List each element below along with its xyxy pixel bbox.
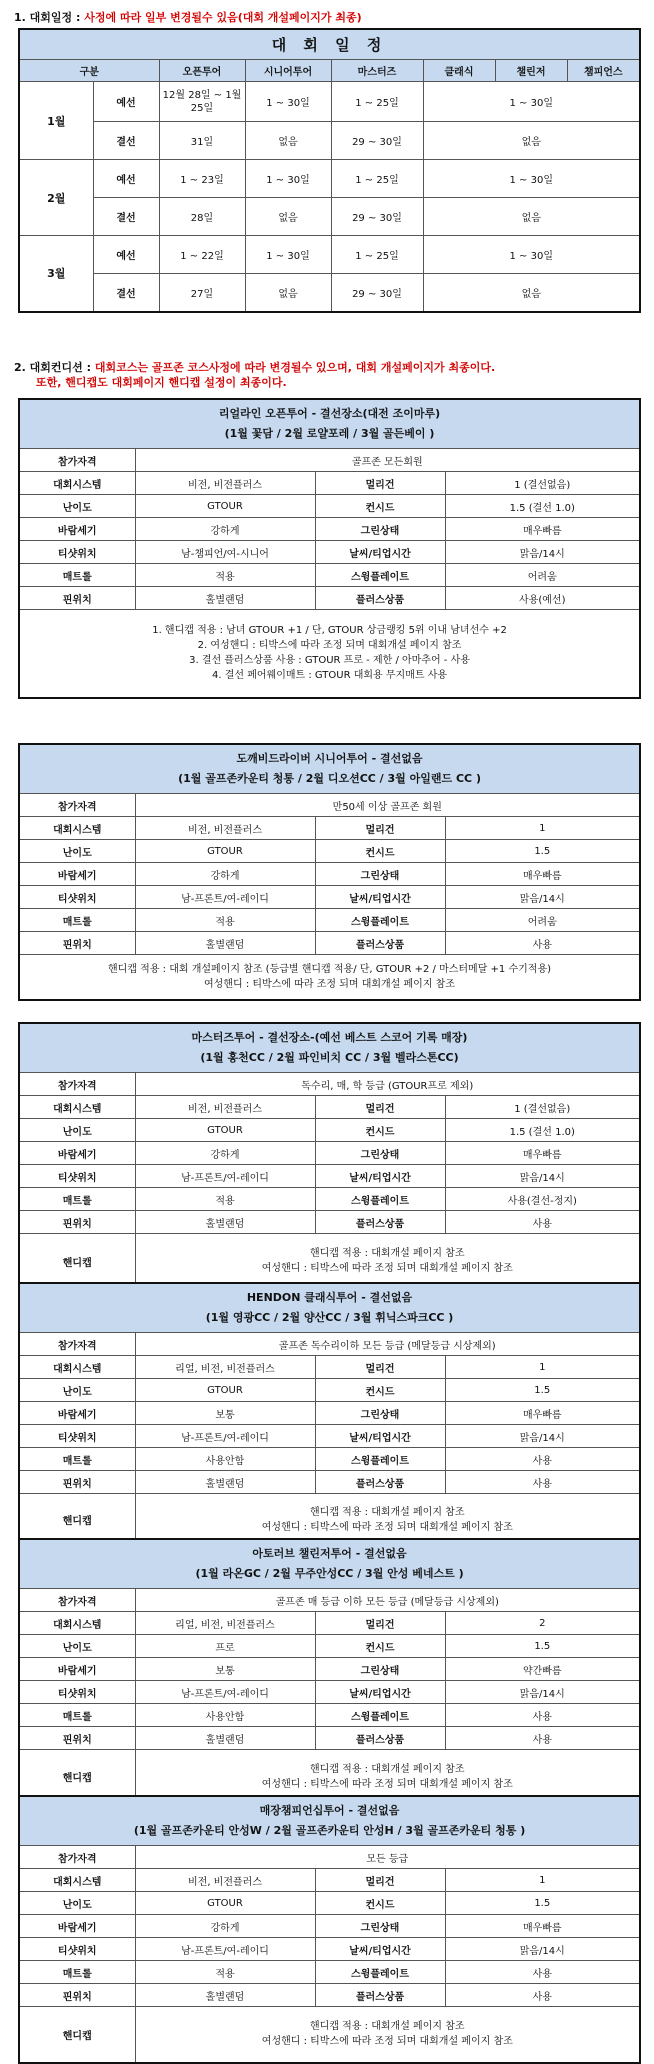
stroke-label: 스윙플레이트 — [315, 564, 445, 587]
schedule-row — [19, 198, 640, 236]
tee-label: 티샷위치 — [19, 1681, 135, 1704]
system-label: 대회시스템 — [19, 1869, 135, 1892]
difficulty-label: 난이도 — [19, 495, 135, 518]
concede-value: 1.5 — [445, 840, 640, 863]
schedule-row — [19, 122, 640, 160]
wind-value: 보통 — [135, 1658, 315, 1681]
green-value: 매우빠름 — [445, 1402, 640, 1425]
header-classic: 클래식 — [423, 60, 495, 82]
tour-title-row — [19, 1283, 640, 1333]
senior-cell: 1 ~ 30일 — [245, 236, 331, 274]
weather-value: 맑음/14시 — [445, 886, 640, 909]
difficulty-value: 프로 — [135, 1635, 315, 1658]
mulligan-value: 2 — [445, 1612, 640, 1635]
concede-label: 컨시드 — [315, 1635, 445, 1658]
condition-row — [19, 1681, 640, 1704]
pin-label: 핀위치 — [19, 1727, 135, 1750]
tour-courses: (1월 홍천CC / 2월 파인비치 CC / 3월 벨라스톤CC) — [200, 1051, 459, 1064]
weather-value: 맑음/14시 — [445, 1681, 640, 1704]
rest-cell: 1 ~ 30일 — [423, 236, 640, 274]
condition-row — [19, 1165, 640, 1188]
mulligan-label: 멀리건 — [315, 817, 445, 840]
difficulty-label: 난이도 — [19, 1119, 135, 1142]
masters-cell: 1 ~ 25일 — [331, 236, 423, 274]
notes-row — [19, 610, 640, 698]
wind-label: 바람세기 — [19, 518, 135, 541]
concede-value: 1.5 — [445, 1892, 640, 1915]
system-value: 비전, 비전플러스 — [135, 472, 315, 495]
stroke-value: 사용 — [445, 1704, 640, 1727]
stroke-value: 사용 — [445, 1961, 640, 1984]
stage-cell: 예선 — [93, 160, 159, 198]
tee-label: 티샷위치 — [19, 1425, 135, 1448]
masters-cell: 1 ~ 25일 — [331, 160, 423, 198]
system-label: 대회시스템 — [19, 1096, 135, 1119]
handicap-note: 핸디캡 적용 : 대회개설 페이지 참조 — [310, 1506, 465, 1518]
difficulty-value: GTOUR — [135, 1892, 315, 1915]
tee-value: 남-프론트/여-레이디 — [135, 1681, 315, 1704]
open-cell: 27일 — [159, 274, 245, 312]
plus-value: 사용 — [445, 1211, 640, 1234]
tour-title-row — [19, 1796, 640, 1846]
weather-label: 날씨/티업시간 — [315, 1425, 445, 1448]
mulligan-value: 1 — [445, 1356, 640, 1379]
plus-label: 플러스상품 — [315, 1471, 445, 1494]
mulligan-value: 1 — [445, 1869, 640, 1892]
open-cell: 28일 — [159, 198, 245, 236]
weather-value: 맑음/14시 — [445, 1165, 640, 1188]
metal-value: 적용 — [135, 909, 315, 932]
condition-row — [19, 1188, 640, 1211]
metal-value: 사용안함 — [135, 1448, 315, 1471]
tour-courses: (1월 라온GC / 2월 무주안성CC / 3월 안성 베네스트 ) — [195, 1567, 464, 1580]
concede-label: 컨시드 — [315, 1119, 445, 1142]
system-value: 리얼, 비전, 비전플러스 — [135, 1612, 315, 1635]
green-value: 약간빠름 — [445, 1658, 640, 1681]
pin-label: 핀위치 — [19, 932, 135, 955]
system-value: 비전, 비전플러스 — [135, 817, 315, 840]
plus-label: 플러스상품 — [315, 1984, 445, 2007]
schedule-row — [19, 82, 640, 122]
qual-value: 모든 등급 — [135, 1846, 640, 1869]
stage-cell: 결선 — [93, 274, 159, 312]
schedule-row — [19, 236, 640, 274]
green-value: 매우빠름 — [445, 1142, 640, 1165]
header-category: 구분 — [19, 60, 159, 82]
wind-value: 보통 — [135, 1402, 315, 1425]
condition-row — [19, 1448, 640, 1471]
handicap-note: 핸디캡 적용 : 대회개설 페이지 참조 — [310, 1763, 465, 1775]
tour-title: HENDON 클래식투어 - 결선없음 — [246, 1291, 413, 1304]
stroke-value: 사용 — [445, 1448, 640, 1471]
open-cell: 1 ~ 22일 — [159, 236, 245, 274]
difficulty-label: 난이도 — [19, 840, 135, 863]
pin-value: 홀별랜덤 — [135, 1984, 315, 2007]
open-cell: 12월 28일 ~ 1월 25일 — [159, 82, 245, 122]
senior-cell: 없음 — [245, 122, 331, 160]
tour-title-row — [19, 744, 640, 794]
rest-cell: 1 ~ 30일 — [423, 82, 640, 122]
mulligan-label: 멀리건 — [315, 472, 445, 495]
qual-row — [19, 1846, 640, 1869]
qual-label: 참가자격 — [19, 1333, 135, 1356]
difficulty-value: GTOUR — [135, 1379, 315, 1402]
weather-value: 맑음/14시 — [445, 1938, 640, 1961]
plus-value: 사용(예선) — [445, 587, 640, 610]
mulligan-value: 1 — [445, 817, 640, 840]
mulligan-value: 1 (결선없음) — [445, 472, 640, 495]
tee-label: 티샷위치 — [19, 541, 135, 564]
condition-row — [19, 541, 640, 564]
condition-row — [19, 909, 640, 932]
pin-value: 홀별랜덤 — [135, 1471, 315, 1494]
plus-label: 플러스상품 — [315, 1727, 445, 1750]
metal-value: 적용 — [135, 564, 315, 587]
pin-label: 핀위치 — [19, 1211, 135, 1234]
plus-value: 사용 — [445, 932, 640, 955]
stroke-label: 스윙플레이트 — [315, 1448, 445, 1471]
condition-row — [19, 932, 640, 955]
stroke-label: 스윙플레이트 — [315, 909, 445, 932]
condition-row — [19, 1471, 640, 1494]
mulligan-label: 멀리건 — [315, 1096, 445, 1119]
mulligan-label: 멀리건 — [315, 1612, 445, 1635]
senior-cell: 1 ~ 30일 — [245, 82, 331, 122]
handicap-note: 핸디캡 적용 : 대회개설 페이지 참조 — [310, 2021, 465, 2033]
tour-table — [18, 1795, 641, 2064]
rest-cell: 1 ~ 30일 — [423, 160, 640, 198]
tee-label: 티샷위치 — [19, 1938, 135, 1961]
handicap-label: 핸디캡 — [19, 2007, 135, 2063]
system-value: 비전, 비전플러스 — [135, 1096, 315, 1119]
difficulty-value: GTOUR — [135, 1119, 315, 1142]
system-label: 대회시스템 — [19, 817, 135, 840]
green-label: 그린상태 — [315, 863, 445, 886]
stage-cell: 예선 — [93, 236, 159, 274]
qual-label: 참가자격 — [19, 1846, 135, 1869]
qual-label: 참가자격 — [19, 1073, 135, 1096]
condition-row — [19, 1612, 640, 1635]
condition-row — [19, 886, 640, 909]
plus-label: 플러스상품 — [315, 1211, 445, 1234]
concede-value: 1.5 (결선 1.0) — [445, 495, 640, 518]
wind-value: 강하게 — [135, 863, 315, 886]
concede-value: 1.5 — [445, 1379, 640, 1402]
handicap-note: 여성핸디 : 티박스에 따라 조정 되며 대회개설 페이지 참조 — [261, 1521, 513, 1533]
plus-label: 플러스상품 — [315, 932, 445, 955]
pin-label: 핀위치 — [19, 1984, 135, 2007]
header-champions: 챔피언스 — [567, 60, 640, 82]
header-senior: 시니어투어 — [245, 60, 331, 82]
condition-row — [19, 863, 640, 886]
header-masters: 마스터즈 — [331, 60, 423, 82]
wind-label: 바람세기 — [19, 1142, 135, 1165]
plus-value: 사용 — [445, 1471, 640, 1494]
weather-label: 날씨/티업시간 — [315, 1681, 445, 1704]
masters-cell: 29 ~ 30일 — [331, 122, 423, 160]
difficulty-label: 난이도 — [19, 1892, 135, 1915]
condition-row — [19, 1211, 640, 1234]
green-label: 그린상태 — [315, 1402, 445, 1425]
pin-label: 핀위치 — [19, 1471, 135, 1494]
plus-value: 사용 — [445, 1727, 640, 1750]
masters-cell: 1 ~ 25일 — [331, 82, 423, 122]
metal-label: 매트롤 — [19, 1448, 135, 1471]
tee-label: 티샷위치 — [19, 886, 135, 909]
qual-label: 참가자격 — [19, 449, 135, 472]
pin-value: 홀별랜덤 — [135, 1211, 315, 1234]
condition-row — [19, 518, 640, 541]
section1-heading — [14, 10, 362, 25]
system-label: 대회시스템 — [19, 1356, 135, 1379]
qual-row — [19, 1333, 640, 1356]
rest-cell: 없음 — [423, 198, 640, 236]
stage-cell: 결선 — [93, 122, 159, 160]
metal-value: 적용 — [135, 1961, 315, 1984]
handicap-note: 여성핸디 : 티박스에 따라 조정 되며 대회개설 페이지 참조 — [261, 1263, 513, 1275]
metal-label: 매트롤 — [19, 564, 135, 587]
condition-row — [19, 1892, 640, 1915]
condition-row — [19, 1356, 640, 1379]
tee-value: 남-챔피언/여-시니어 — [135, 541, 315, 564]
condition-row — [19, 1984, 640, 2007]
green-label: 그린상태 — [315, 1142, 445, 1165]
section1-label: 1. 대회일정 : — [14, 11, 81, 24]
weather-label: 날씨/티업시간 — [315, 886, 445, 909]
metal-label: 매트롤 — [19, 909, 135, 932]
condition-row — [19, 1142, 640, 1165]
handicap-note: 여성핸디 : 티박스에 따라 조정 되며 대회개설 페이지 참조 — [204, 978, 455, 990]
wind-label: 바람세기 — [19, 1915, 135, 1938]
stroke-value: 어려움 — [445, 564, 640, 587]
header-challenger: 챌린저 — [495, 60, 567, 82]
open-cell: 1 ~ 23일 — [159, 160, 245, 198]
weather-label: 날씨/티업시간 — [315, 1165, 445, 1188]
weather-value: 맑음/14시 — [445, 541, 640, 564]
metal-value: 적용 — [135, 1188, 315, 1211]
concede-label: 컨시드 — [315, 840, 445, 863]
handicap-note: 여성핸디 : 티박스에 따라 조정 되며 대회개설 페이지 참조 — [261, 2036, 513, 2048]
tour-table — [18, 1282, 641, 1548]
condition-row — [19, 1119, 640, 1142]
green-value: 매우빠름 — [445, 863, 640, 886]
pin-value: 홀별랜덤 — [135, 932, 315, 955]
metal-label: 매트롤 — [19, 1704, 135, 1727]
weather-label: 날씨/티업시간 — [315, 541, 445, 564]
stroke-value: 사용(결선-정지) — [445, 1188, 640, 1211]
system-label: 대회시스템 — [19, 472, 135, 495]
metal-label: 매트롤 — [19, 1188, 135, 1211]
tour-title-row — [19, 1539, 640, 1589]
difficulty-label: 난이도 — [19, 1379, 135, 1402]
mulligan-label: 멀리건 — [315, 1356, 445, 1379]
wind-label: 바람세기 — [19, 863, 135, 886]
qual-row — [19, 1073, 640, 1096]
handicap-label: 핸디캡 — [19, 1494, 135, 1547]
concede-label: 컨시드 — [315, 495, 445, 518]
pin-label: 핀위치 — [19, 587, 135, 610]
handicap-note: 4. 결선 페어웨이매트 : GTOUR 대회용 무지매트 사용 — [212, 670, 448, 682]
open-cell: 31일 — [159, 122, 245, 160]
schedule-title: 대 회 일 정 — [19, 29, 640, 60]
tee-value: 남-프론트/여-레이디 — [135, 1425, 315, 1448]
qual-row — [19, 794, 640, 817]
section2-note2: 또한, 핸디캡도 대회페이지 핸디캡 설정이 최종이다. — [36, 376, 287, 389]
tee-value: 남-프론트/여-레이디 — [135, 1938, 315, 1961]
tour-title: 마스터즈투어 - 결선장소-(예선 베스트 스코어 기록 매장) — [191, 1031, 468, 1044]
section2-label: 2. 대회컨디션 : — [14, 361, 92, 374]
condition-row — [19, 587, 640, 610]
plus-value: 사용 — [445, 1984, 640, 2007]
condition-row — [19, 472, 640, 495]
condition-row — [19, 817, 640, 840]
wind-value: 강하게 — [135, 518, 315, 541]
qual-value: 골프존 매 등급 이하 모든 등급 (메달등급 시상제외) — [135, 1589, 640, 1612]
senior-cell: 1 ~ 30일 — [245, 160, 331, 198]
tour-title: 아토러브 챌린저투어 - 결선없음 — [252, 1547, 407, 1560]
qual-value: 골프존 모든회원 — [135, 449, 640, 472]
stroke-label: 스윙플레이트 — [315, 1704, 445, 1727]
condition-row — [19, 1727, 640, 1750]
tour-courses: (1월 골프존카운티 안성W / 2월 골프존카운티 안성H / 3월 골프존카운티 청통 ) — [133, 1824, 526, 1837]
wind-value: 강하게 — [135, 1915, 315, 1938]
condition-row — [19, 1961, 640, 1984]
difficulty-value: GTOUR — [135, 495, 315, 518]
wind-label: 바람세기 — [19, 1402, 135, 1425]
section1-note: 사정에 따라 일부 변경될수 있음(대회 개설페이지가 최종) — [80, 11, 362, 24]
concede-label: 컨시드 — [315, 1379, 445, 1402]
tour-title: 도깨비드라이버 시니어투어 - 결선없음 — [236, 752, 423, 765]
concede-value: 1.5 (결선 1.0) — [445, 1119, 640, 1142]
senior-cell: 없음 — [245, 198, 331, 236]
tour-title: 리얼라인 오픈투어 - 결선장소(대전 조이마루) — [218, 407, 441, 420]
notes-row — [19, 955, 640, 1000]
header-open: 오픈투어 — [159, 60, 245, 82]
schedule-table — [18, 28, 641, 313]
system-value: 비전, 비전플러스 — [135, 1869, 315, 1892]
handicap-label: 핸디캡 — [19, 1750, 135, 1805]
notes-row — [19, 2007, 640, 2063]
tour-table — [18, 1538, 641, 1806]
condition-row — [19, 1704, 640, 1727]
pin-value: 홀별랜덤 — [135, 1727, 315, 1750]
tee-label: 티샷위치 — [19, 1165, 135, 1188]
handicap-note: 1. 핸디캡 적용 : 남녀 GTOUR +1 / 단, GTOUR 상금랭킹 5위 이내 남녀선수 +2 — [152, 625, 507, 637]
condition-row — [19, 1379, 640, 1402]
system-label: 대회시스템 — [19, 1612, 135, 1635]
condition-row — [19, 564, 640, 587]
qual-row — [19, 449, 640, 472]
qual-value: 만50세 이상 골프존 회원 — [135, 794, 640, 817]
tour-courses: (1월 골프존카운티 청통 / 2월 디오션CC / 3월 아일랜드 CC ) — [178, 772, 481, 785]
difficulty-label: 난이도 — [19, 1635, 135, 1658]
green-label: 그린상태 — [315, 1658, 445, 1681]
rest-cell: 없음 — [423, 274, 640, 312]
tour-table — [18, 1022, 641, 1291]
schedule-row — [19, 274, 640, 312]
tour-table — [18, 398, 641, 699]
system-value: 리얼, 비전, 비전플러스 — [135, 1356, 315, 1379]
mulligan-label: 멀리건 — [315, 1869, 445, 1892]
weather-label: 날씨/티업시간 — [315, 1938, 445, 1961]
month-cell: 3월 — [19, 236, 93, 312]
wind-label: 바람세기 — [19, 1658, 135, 1681]
qual-label: 참가자격 — [19, 1589, 135, 1612]
concede-value: 1.5 — [445, 1635, 640, 1658]
handicap-note: 3. 결선 플러스상품 사용 : GTOUR 프로 - 제한 / 아마추어 - 사용 — [189, 655, 470, 667]
stage-cell: 결선 — [93, 198, 159, 236]
metal-label: 매트롤 — [19, 1961, 135, 1984]
tee-value: 남-프론트/여-레이디 — [135, 886, 315, 909]
section2-note1: 대회코스는 골프존 코스사정에 따라 변경될수 있으며, 대회 개설페이지가 최종이다. — [91, 361, 496, 374]
handicap-note: 핸디캡 적용 : 대회개설 페이지 참조 — [309, 1248, 465, 1260]
schedule-row — [19, 160, 640, 198]
tour-title: 매장챔피언십투어 - 결선없음 — [259, 1804, 400, 1817]
condition-row — [19, 1402, 640, 1425]
condition-row — [19, 1658, 640, 1681]
metal-value: 사용안함 — [135, 1704, 315, 1727]
tour-title-row — [19, 399, 640, 449]
qual-value: 독수리, 매, 학 등급 (GTOUR프로 제외) — [135, 1073, 640, 1096]
condition-row — [19, 495, 640, 518]
section2-heading — [14, 360, 495, 390]
schedule-header-row — [19, 60, 640, 82]
green-value: 매우빠름 — [445, 518, 640, 541]
condition-row — [19, 1096, 640, 1119]
green-label: 그린상태 — [315, 1915, 445, 1938]
condition-row — [19, 1938, 640, 1961]
handicap-note: 2. 여성핸디 : 티박스에 따라 조정 되며 대회개설 페이지 참조 — [197, 640, 462, 652]
tour-courses: (1월 꽃담 / 2월 로얄포레 / 3월 골든베이 ) — [224, 427, 435, 440]
pin-value: 홀별랜덤 — [135, 587, 315, 610]
handicap-label: 핸디캡 — [19, 1234, 135, 1290]
tour-courses: (1월 영광CC / 2월 양산CC / 3월 휘닉스파크CC ) — [205, 1311, 454, 1324]
green-value: 매우빠름 — [445, 1915, 640, 1938]
stage-cell: 예선 — [93, 82, 159, 122]
tour-table — [18, 743, 641, 1001]
masters-cell: 29 ~ 30일 — [331, 198, 423, 236]
plus-label: 플러스상품 — [315, 587, 445, 610]
condition-row — [19, 1915, 640, 1938]
condition-row — [19, 1425, 640, 1448]
tour-title-row — [19, 1023, 640, 1073]
handicap-note: 여성핸디 : 티박스에 따라 조정 되며 대회개설 페이지 참조 — [261, 1778, 513, 1790]
concede-label: 컨시드 — [315, 1892, 445, 1915]
rest-cell: 없음 — [423, 122, 640, 160]
weather-value: 맑음/14시 — [445, 1425, 640, 1448]
senior-cell: 없음 — [245, 274, 331, 312]
qual-value: 골프존 독수리이하 모든 등급 (메달등급 시상제외) — [135, 1333, 640, 1356]
difficulty-value: GTOUR — [135, 840, 315, 863]
handicap-note: 핸디캡 적용 : 대회 개설페이지 참조 (등급별 핸디캡 적용/ 단, GTOUR +2 / 마스터메달 +1 수기적용) — [108, 963, 552, 975]
tee-value: 남-프론트/여-레이디 — [135, 1165, 315, 1188]
stroke-value: 어려움 — [445, 909, 640, 932]
masters-cell: 29 ~ 30일 — [331, 274, 423, 312]
condition-row — [19, 1635, 640, 1658]
month-cell: 1월 — [19, 82, 93, 160]
qual-row — [19, 1589, 640, 1612]
condition-row — [19, 840, 640, 863]
condition-row — [19, 1869, 640, 1892]
mulligan-value: 1 (결선없음) — [445, 1096, 640, 1119]
qual-label: 참가자격 — [19, 794, 135, 817]
green-label: 그린상태 — [315, 518, 445, 541]
stroke-label: 스윙플레이트 — [315, 1961, 445, 1984]
wind-value: 강하게 — [135, 1142, 315, 1165]
stroke-label: 스윙플레이트 — [315, 1188, 445, 1211]
month-cell: 2월 — [19, 160, 93, 236]
